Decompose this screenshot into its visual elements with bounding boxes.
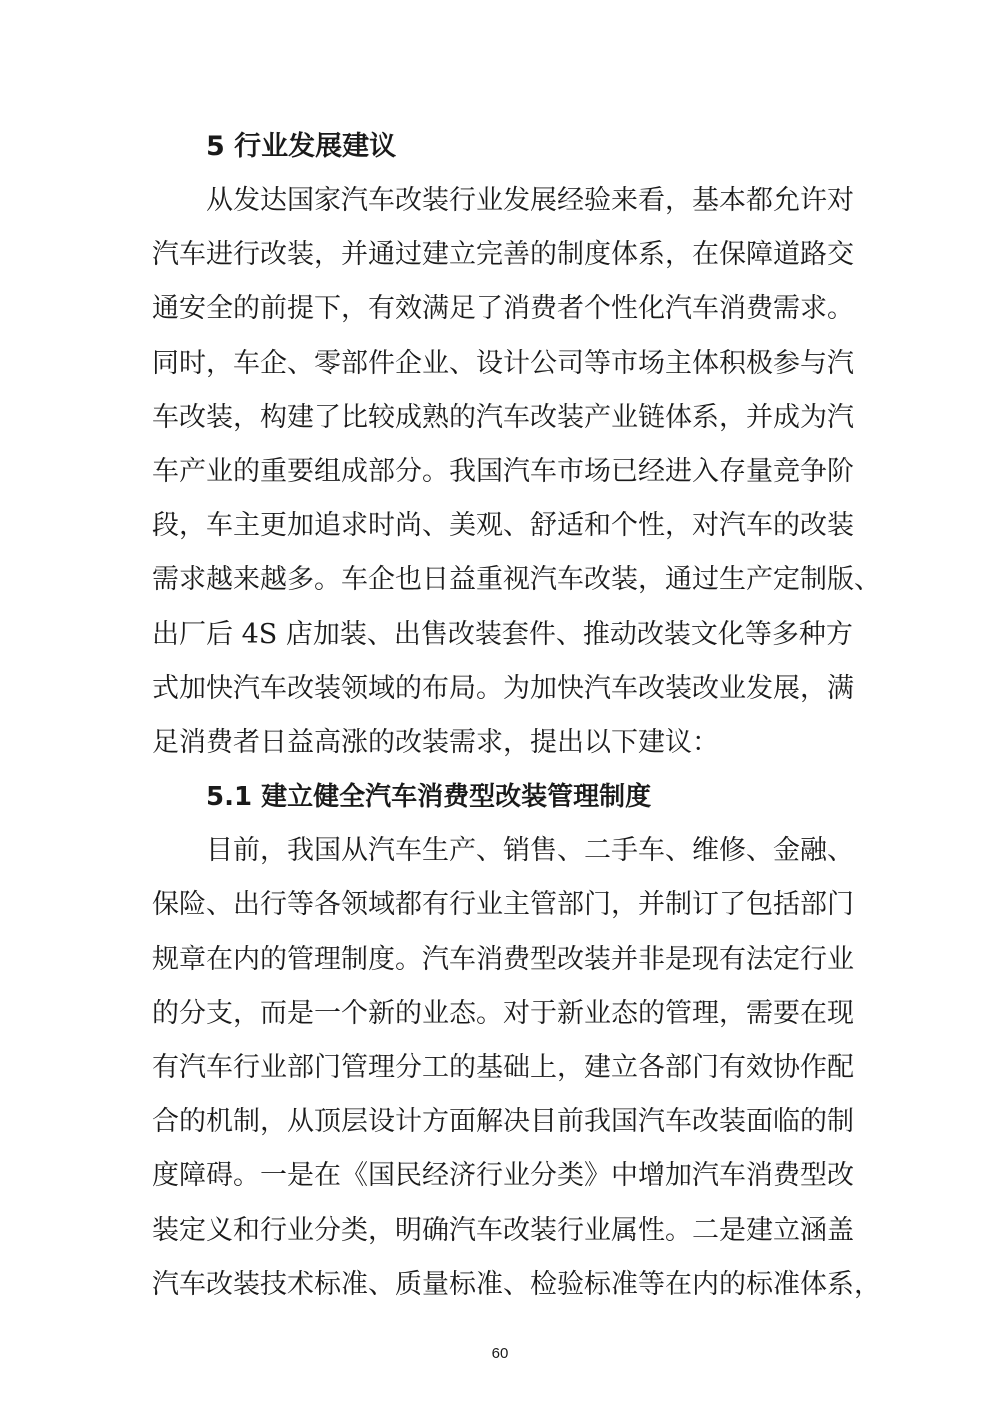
subsection-heading: 5.1 建立健全汽车消费型改装管理制度 [206,782,652,813]
paragraph-line: 车改装，构建了比较成熟的汽车改装产业链体系，并成为汽 [152,401,854,433]
paragraph-line: 度障碍。一是在《国民经济行业分类》中增加汽车消费型改 [152,1160,854,1192]
paragraph-line: 同时，车企、零部件企业、设计公司等市场主体积极参与汽 [152,347,854,379]
paragraph-line: 出厂后 4S 店加装、出售改装套件、推动改装文化等多种方 [152,618,853,650]
paragraph-line: 段，车主更加追求时尚、美观、舒适和个性，对汽车的改装 [152,510,854,542]
section-heading: 5 行业发展建议 [206,131,397,162]
page-content [152,120,881,1312]
paragraph-line: 足消费者日益高涨的改装需求，提出以下建议： [152,727,719,759]
paragraph-line: 保险、出行等各领域都有行业主管部门，并制订了包括部门 [152,889,854,921]
paragraph-line: 目前，我国从汽车生产、销售、二手车、维修、金融、 [206,835,854,867]
paragraph-line: 装定义和行业分类，明确汽车改装行业属性。二是建立涵盖 [152,1214,854,1246]
paragraph-line: 汽车改装技术标准、质量标准、检验标准等在内的标准体系， [152,1268,881,1300]
paragraph-line: 从发达国家汽车改装行业发展经验来看，基本都允许对 [206,185,854,216]
paragraph-line: 车产业的重要组成部分。我国汽车市场已经进入存量竞争阶 [152,456,854,488]
paragraph-line: 合的机制，从顶层设计方面解决目前我国汽车改装面临的制 [152,1106,854,1138]
paragraph-line: 有汽车行业部门管理分工的基础上，建立各部门有效协作配 [152,1052,854,1084]
paragraph-line: 需求越来越多。车企也日益重视汽车改装，通过生产定制版、 [152,564,881,596]
page-number: 60 [491,1345,509,1362]
paragraph-line: 规章在内的管理制度。汽车消费型改装并非是现有法定行业 [152,943,854,975]
paragraph-line: 式加快汽车改装领域的布局。为加快汽车改装改业发展，满 [152,672,854,704]
section-paragraph [152,174,881,770]
paragraph-line: 的分支，而是一个新的业态。对于新业态的管理，需要在现 [152,997,854,1029]
paragraph-line: 通安全的前提下，有效满足了消费者个性化汽车消费需求。 [152,293,854,325]
paragraph-line: 汽车进行改装，并通过建立完善的制度体系，在保障道路交 [152,239,854,271]
subsection-paragraph [152,824,881,1312]
